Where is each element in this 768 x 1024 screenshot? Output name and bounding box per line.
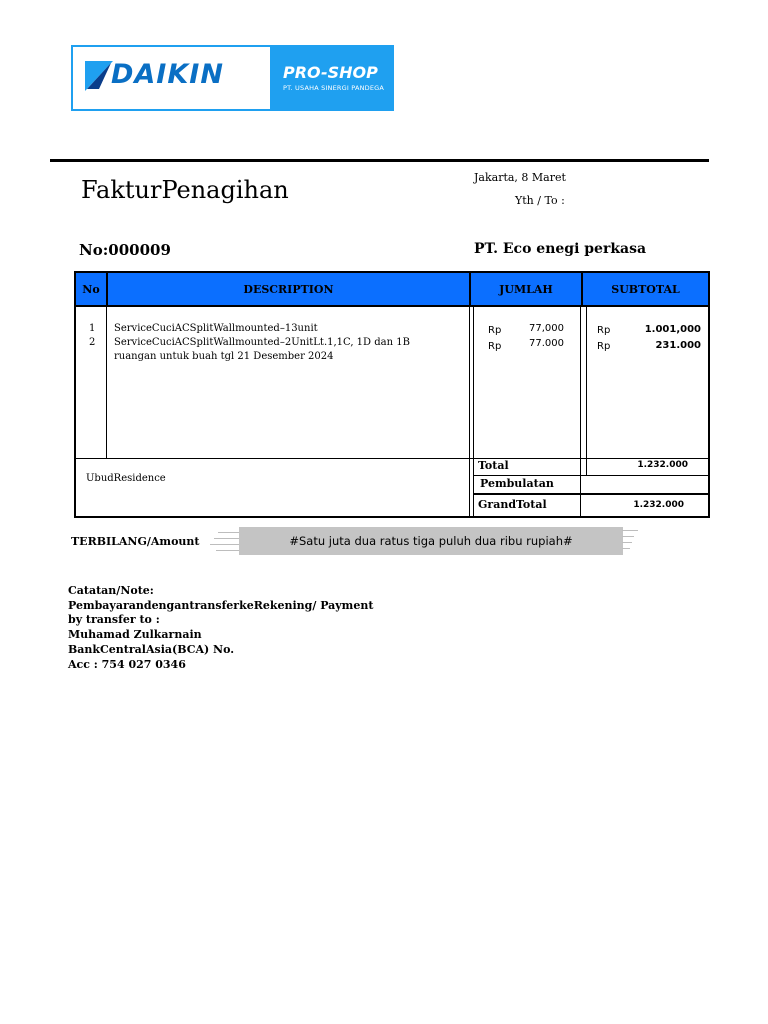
table-border [469,306,470,518]
item-description: ServiceCuciACSplitWallmounted–2UnitLt.1,1C, 1D dan 1B [114,337,410,348]
account-number: Acc : 754 027 0346 [68,658,186,671]
bank-name: BankCentralAsia(BCA) No. [68,643,235,656]
note-line: by transfer to : [68,613,160,626]
brand-name: DAIKIN [111,59,224,90]
column-header-subtotal: SUBTOTAL [581,271,710,307]
table-border [106,306,107,459]
company-logo [71,45,394,111]
amount-in-words: #Satu juta dua ratus tiga puluh dua ribu rupiah# [289,534,573,548]
banner-stripe [622,542,632,543]
banner-stripe [214,538,240,539]
table-border [74,306,76,518]
grand-total-value: 1.232.000 [633,500,684,510]
grand-total-label: GrandTotal [478,498,547,511]
row-number: 2 [89,337,96,348]
banner-stripe [216,550,240,551]
column-header-jumlah: JUMLAH [469,271,583,307]
place-date: Jakarta, 8 Maret [474,171,566,184]
table-border [74,458,710,459]
location-label: UbudResidence [86,473,166,484]
currency-label: Rp [488,325,502,336]
total-value: 1.232.000 [637,460,688,470]
table-border [473,306,474,518]
table-border [74,516,710,518]
column-header-no: No [74,271,108,307]
banner-stripe [218,532,240,533]
daikin-mark-icon [85,61,113,91]
table-border [474,475,710,476]
note-line: PembayarandengantransferkeRekening/ Payment [68,599,374,612]
currency-label: Rp [597,325,611,336]
customer-name: PT. Eco enegi perkasa [474,241,647,257]
account-holder: Muhamad Zulkarnain [68,628,202,641]
document-title: FakturPenagihan [81,176,289,204]
note-title: Catatan/Note: [68,584,154,597]
table-border [708,306,710,518]
shop-name: PRO-SHOP [283,63,378,82]
row-number: 1 [89,323,96,334]
column-header-description: DESCRIPTION [106,271,471,307]
item-description: ruangan untuk buah tgl 21 Desember 2024 [114,351,334,362]
item-description: ServiceCuciACSplitWallmounted–13unit [114,323,318,334]
banner-stripe [622,536,634,537]
header-rule [50,159,709,162]
table-border [580,306,581,518]
item-amount: 77.000 [529,338,564,349]
shop-subtitle: PT. USAHA SINERGI PANDEGA [283,84,385,92]
total-label: Total [478,459,509,472]
currency-label: Rp [488,341,502,352]
item-subtotal: 231.000 [655,340,701,351]
item-amount: 77,000 [529,323,564,334]
recipient-label: Yth / To : [515,194,565,207]
table-border [586,306,587,476]
rounding-label: Pembulatan [480,477,554,490]
amount-label: TERBILANG/Amount [71,535,200,548]
banner-stripe [622,530,638,531]
banner-stripe [210,544,240,545]
currency-label: Rp [597,341,611,352]
banner-stripe [622,548,630,549]
table-border [474,493,710,495]
invoice-number: No:000009 [79,241,171,259]
item-subtotal: 1.001,000 [644,324,701,335]
